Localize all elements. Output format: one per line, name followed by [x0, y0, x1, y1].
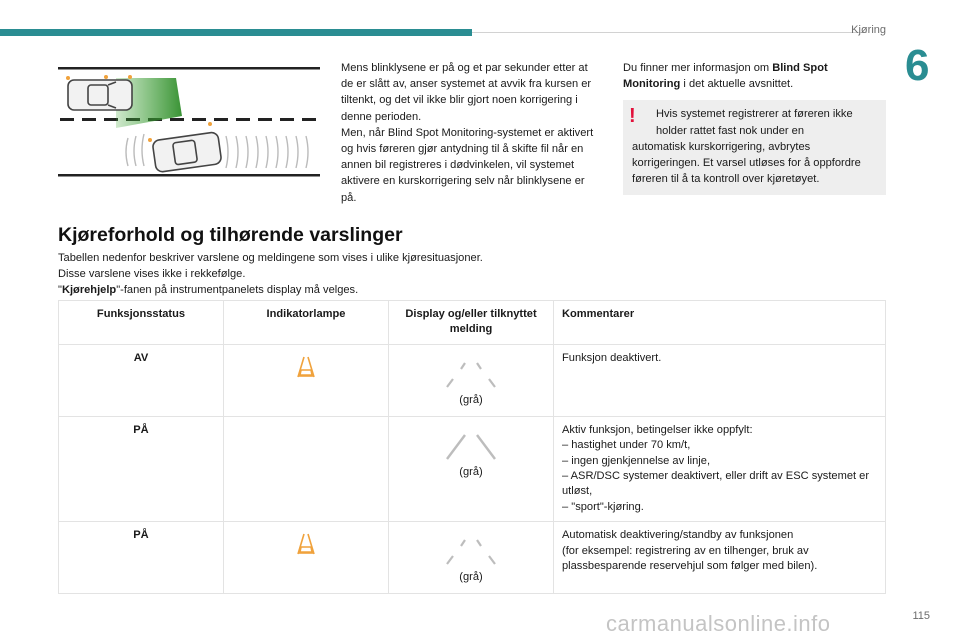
section-title: Kjøreforhold og tilhørende varslinger [58, 224, 403, 246]
indicator-cell [224, 416, 389, 521]
status-table [58, 300, 886, 594]
header-indicator: Indikatorlampe [224, 301, 389, 345]
indicator-cell [224, 522, 389, 594]
comment-cell: Funksjon deaktivert. [554, 344, 886, 416]
comment-cell [554, 416, 886, 521]
header-rule [472, 32, 867, 33]
table-row [59, 522, 886, 594]
comment-line: – hastighet under 70 km/t, [562, 439, 691, 452]
lane-keeping-illustration [58, 60, 320, 178]
watermark: carmanualsonline.info [606, 611, 831, 636]
intro-quote-open: " [58, 284, 62, 296]
blind-spot-reference [623, 60, 886, 92]
warning-box [623, 100, 886, 195]
warning-text-first: Hvis systemet registrerer at føreren ikke holder rattet fast nok under en [656, 108, 853, 137]
comment-line: Aktiv funksjon, betingelser ikke oppfylt: [562, 423, 753, 436]
table-row [59, 416, 886, 521]
intro-text-column [341, 60, 603, 206]
indicator-cell [224, 344, 389, 416]
header-display: Display og/eller tilknyttet melding [389, 301, 554, 345]
comment-line: – "sport"-kjøring. [562, 500, 644, 513]
table-row [59, 344, 886, 416]
header-accent-bar [0, 29, 472, 36]
intro-tab-name: Kjørehjelp [61, 284, 117, 296]
ref-text-bold: Blind Spot Monitoring [623, 62, 828, 91]
info-column [623, 60, 886, 195]
header-status: Funksjonsstatus [59, 301, 224, 345]
status-cell: AV [59, 344, 224, 416]
header-comments: Kommentarer [554, 301, 886, 345]
intro-line-2: Disse varslene vises ikke i rekkefølge. [58, 268, 246, 280]
intro-line-3 [58, 282, 618, 298]
paragraph-blind-spot: Men, når Blind Spot Monitoring-systemet er aktivert og hvis føreren gjør antydning til å skifte fil når en annen bil registreres i dødvinkelen, vil systemet aktivere en kurskorrigering selv når blinklysene er på. [341, 126, 594, 204]
display-cell [389, 416, 554, 521]
warning-icon: ! [629, 105, 636, 128]
warning-text-rest: automatisk kurskorrigering, avbrytes korrigeringen. Et varsel utløses for å oppfordre føreren til å ta kontroll over kjøretøyet. [632, 140, 861, 186]
lane-lines-icon [439, 536, 503, 566]
comment-line: Automatisk deaktivering/standby av funksjonen [562, 529, 794, 542]
status-cell: PÅ [59, 416, 224, 521]
intro-line-3-rest: "-fanen på instrumentpanelets display må velges. [116, 284, 359, 296]
display-label: (grå) [459, 393, 483, 406]
comment-cell [554, 522, 886, 594]
section-label: Kjøring [851, 24, 886, 36]
status-cell: PÅ [59, 522, 224, 594]
section-intro [58, 250, 618, 298]
ref-text-before: Du finner mer informasjon om [623, 62, 773, 74]
comment-line: – ingen gjenkjennelse av linje, [562, 454, 711, 467]
table-header-row [59, 301, 886, 345]
paragraph-signals: Mens blinklysene er på og et par sekunder etter at de er slått av, anser systemet at avvik fra kursen er tiltenkt, og det vil ikke blir gjort noen korrigering i denne perioden. [341, 62, 592, 123]
display-label: (grå) [459, 465, 483, 478]
lane-assist-icon [293, 532, 319, 556]
lane-lines-icon [439, 431, 503, 461]
lane-assist-icon [293, 355, 319, 379]
chapter-number: 6 [905, 41, 930, 90]
display-label: (grå) [459, 571, 483, 584]
comment-line: – ASR/DSC systemer deaktivert, eller drift av ESC systemet er utløst, [562, 470, 870, 498]
intro-line-1: Tabellen nedenfor beskriver varslene og meldingene som vises i ulike kjøresituasjoner. [58, 252, 483, 264]
lane-lines-icon [439, 359, 503, 389]
display-cell [389, 522, 554, 594]
ref-text-after: i det aktuelle avsnittet. [680, 78, 794, 91]
display-cell [389, 344, 554, 416]
page-number: 115 [912, 610, 930, 622]
comment-line: (for eksempel: registrering av en tilhenger, bruk av plassbesparende reservehjul som følger med bilen). [562, 544, 818, 573]
